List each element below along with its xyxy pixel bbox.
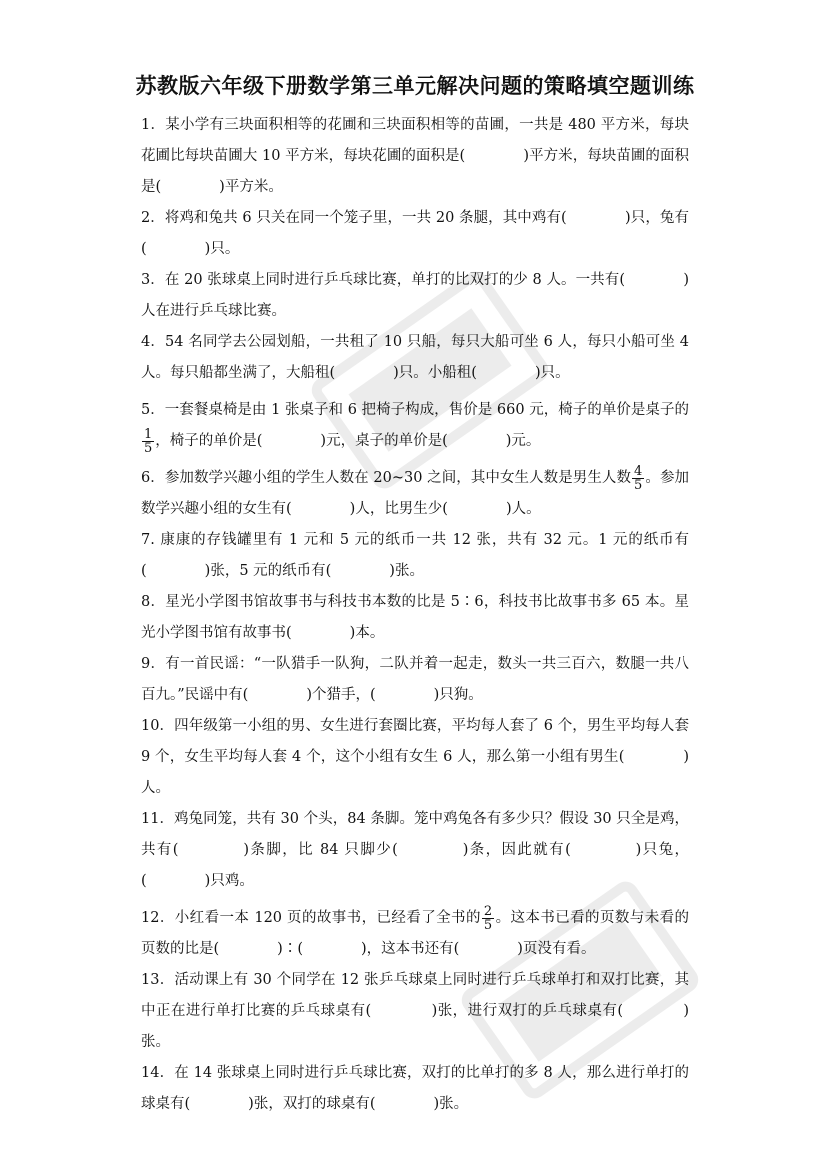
question-7: 7. 康康的存钱罐里有 1 元和 5 元的纸币一共 12 张，共有 32 元。1 元的纸币有( )张，5 元的纸币有( )张。 <box>141 532 689 579</box>
fraction-numerator: 2 <box>483 903 493 919</box>
question-list <box>141 110 689 1120</box>
question-11: 11．鸡兔同笼，共有 30 个头，84 条脚。笼中鸡兔各有多少只？假设 30 只全是鸡，共有( )条脚，比 84 只脚少( )条，因此就有( )只兔，( )只鸡。 <box>141 811 689 889</box>
question-6 <box>141 463 689 525</box>
question-10: 10．四年级第一小组的男、女生进行套圈比赛，平均每人套了 6 个，男生平均每人套 9 个，女生平均每人套 4 个，这个小组有女生 6 人，那么第一小组有男生( )人。 <box>141 718 689 796</box>
question-14: 14．在 14 张球桌上同时进行乒乓球比赛，双打的比单打的多 8 人，那么进行单打的球桌有( )张，双打的球桌有( )张。 <box>141 1065 689 1112</box>
question-5 <box>141 395 689 457</box>
question-9: 9．有一首民谣：“一队猎手一队狗，二队并着一起走，数头一共三百六，数腿一共八百九。”民谣中有( )个猎手，( )只狗。 <box>141 656 689 703</box>
fraction-denominator: 5 <box>483 917 493 933</box>
question-4: 4．54 名同学去公园划船，一共租了 10 只船，每只大船可坐 6 人，每只小船可坐 4 人。每只船都坐满了，大船租( )只。小船租( )只。 <box>141 334 689 381</box>
question-6-text-b: 。参加数学兴趣小组的女生有( )人，比男生少( )人。 <box>141 470 690 517</box>
question-3: 3．在 20 张球桌上同时进行乒乓球比赛，单打的比双打的少 8 人。一共有( )人在进行乒乓球比赛。 <box>141 272 689 319</box>
question-12-text-b: 。这本书已看的页数与未看的页数的比是( )∶( )，这本书还有( )页没有看。 <box>141 910 690 957</box>
fraction-denominator: 5 <box>634 477 643 493</box>
question-5-text-a: 5．一套餐桌椅是由 1 张桌子和 6 把椅子构成，售价是 660 元，椅子的单价是桌子的 <box>141 402 689 418</box>
fraction-two-fifths <box>482 905 494 932</box>
question-2: 2．将鸡和兔共 6 只关在同一个笼子里，一共 20 条腿，其中鸡有( )只，兔有( )只。 <box>141 210 689 257</box>
fraction-one-fifth <box>142 428 154 455</box>
question-1: 1．某小学有三块面积相等的花圃和三块面积相等的苗圃，一共是 480 平方米，每块花圃比每块苗圃大 10 平方米，每块花圃的面积是( )平方米，每块苗圃的面积是( )平方米。 <box>141 117 689 195</box>
fraction-four-fifths <box>632 465 644 492</box>
page-title: 苏教版六年级下册数学第三单元解决问题的策略填空题训练 <box>135 73 695 98</box>
question-5-text-b: ，椅子的单价是( )元，桌子的单价是( )元。 <box>155 433 541 449</box>
question-13: 13．活动课上有 30 个同学在 12 张乒乓球桌上同时进行乒乓球单打和双打比赛，其中正在进行单打比赛的乒乓球桌有( )张，进行双打的乒乓球桌有( )张。 <box>141 972 689 1050</box>
question-8: 8．星光小学图书馆故事书与科技书本数的比是 5∶6，科技书比故事书多 65 本。星光小学图书馆有故事书( )本。 <box>141 594 689 641</box>
fraction-numerator: 4 <box>634 463 643 479</box>
fraction-numerator: 1 <box>144 426 153 442</box>
question-12-text-a: 12．小红看一本 120 页的故事书，已经看了全书的 <box>141 910 481 926</box>
question-12 <box>141 903 689 965</box>
question-6-text-a: 6．参加数学兴趣小组的学生人数在 20~30 之间，其中女生人数是男生人数 <box>141 470 632 486</box>
fraction-denominator: 5 <box>144 440 153 456</box>
